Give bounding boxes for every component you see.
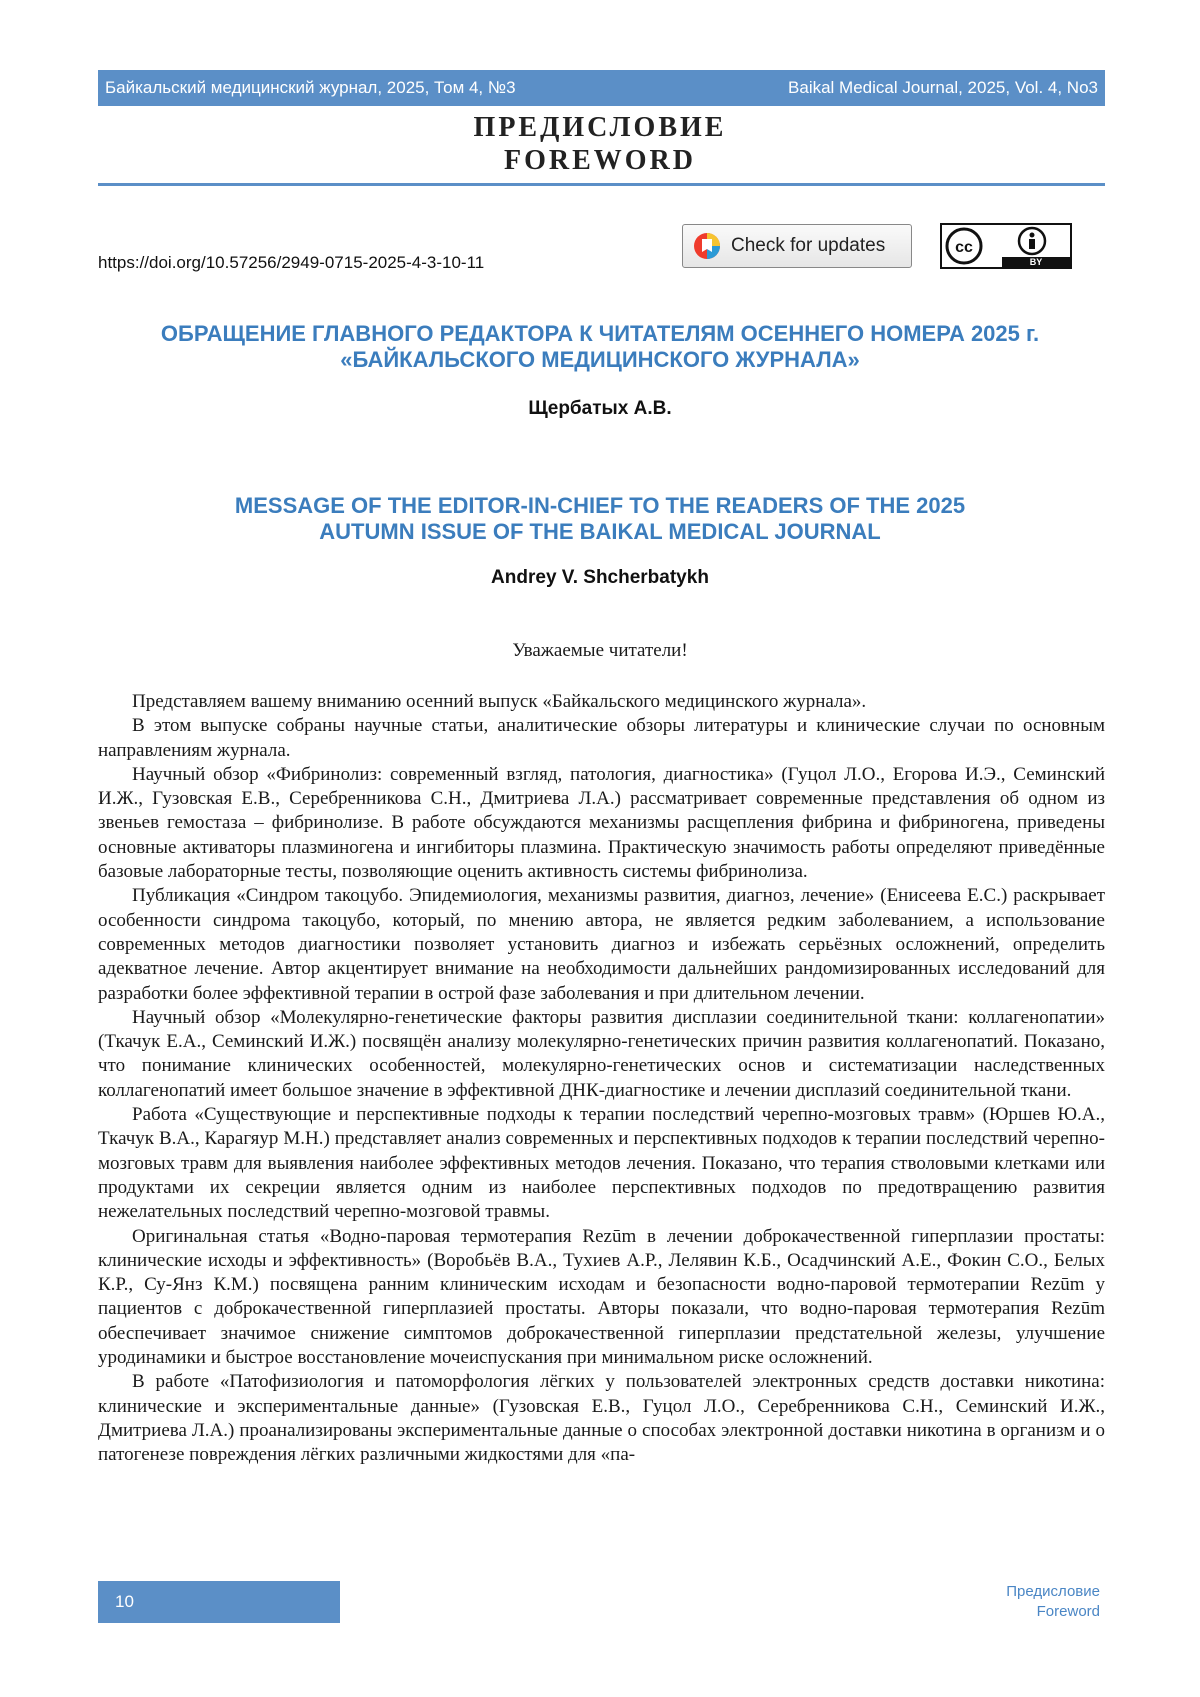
journal-header-bar bbox=[98, 70, 1105, 106]
article-title-ru-line1: ОБРАЩЕНИЕ ГЛАВНОГО РЕДАКТОРА К ЧИТАТЕЛЯМ ОСЕННЕГО НОМЕРА 2025 г. bbox=[160, 321, 1040, 346]
section-title-ru: ПРЕДИСЛОВИЕ bbox=[473, 112, 727, 143]
paragraph: Научный обзор «Молекулярно-генетические факторы развития дисплазии соединительной ткани: коллагенопатии» (Ткачук Е.А., Семинский И.Ж.) посвящён анализу молекулярно-генетических причин развития коллагенопатий. Показано, что понимание клинических особенностей, молекулярно-генетических основ и систематизации наследственных коллагенопатий имеет большое значение в эффективной ДНК-диагностике и лечении дисплазий соединительной ткани. bbox=[98, 1006, 1105, 1101]
check-for-updates-button[interactable] bbox=[682, 224, 912, 268]
paragraph: Работа «Существующие и перспективные подходы к терапии последствий черепно-мозговых травм» (Юршев Ю.А., Ткачук В.А., Карагяур М.Н.) представляет анализ современных и перспективных подходов к терапии последствий черепно-мозговых травм для выявления наиболее эффективных методов лечения. Показано, что терапия стволовыми клетками или продуктами их секреции является одним из наиболее перспективных подходов по предотвращению развития нежелательных последствий черепно-мозговой травмы. bbox=[98, 1104, 1105, 1223]
section-title-en: FOREWORD bbox=[504, 145, 696, 176]
article-title-ru bbox=[0, 321, 1200, 373]
section-divider bbox=[98, 183, 1105, 186]
paragraph: В этом выпуске собраны научные статьи, аналитические обзоры литературы и клинические случаи по основным направлениям журнала. bbox=[98, 715, 1105, 761]
paragraph: В работе «Патофизиология и патоморфология лёгких у пользователей электронных средств доставки никотина: клинические и экспериментальные данные» (Гузовская Е.В., Гуцол Л.О., Серебренникова С.Н., Семинский И.Ж., Дмитриева Л.А.) проанализированы экспериментальные данные о способах электронной доставки никотина в организм и о патогенезе повреждения лёгких различными жидкостями для «па- bbox=[98, 1371, 1105, 1466]
paragraph: Представляем вашему вниманию осенний выпуск «Байкальского медицинского журнала». bbox=[132, 691, 867, 712]
check-for-updates-label: Check for updates bbox=[731, 235, 886, 256]
author-ru: Щербатых А.В. bbox=[528, 398, 672, 419]
journal-header-en: Baikal Medical Journal, 2025, Vol. 4, No3 bbox=[788, 78, 1098, 97]
paragraph: Оригинальная статья «Водно-паровая термотерапия Rezūm в лечении доброкачественной гиперплазии простаты: клинические исходы и эффективность» (Воробьёв В.А., Тухиев А.Р., Лелявин К.Б., Осадчинский А.Е., Фокин С.О., Белых К.Р., Су-Янз К.М.) посвящена ранним клиническим исходам и безопасности водно-паровой термотерапии Rezūm у пациентов с доброкачественной гиперплазией простаты. Авторы показали, что водно-паровая термотерапия Rezūm обеспечивает значимое снижение симптомов доброкачественной гиперплазии предстательной железы, улучшение уродинамики и быстрое восстановление мочеиспускания при минимальном риске осложнений. bbox=[98, 1225, 1105, 1369]
doi-link[interactable]: https://doi.org/10.57256/2949-0715-2025-4-3-10-11 bbox=[98, 253, 485, 272]
paragraph: Публикация «Синдром такоцубо. Эпидемиология, механизмы развития, диагноз, лечение» (Енисеева Е.С.) раскрывает особенности синдрома такоцубо, который, по мнению автора, не является редким заболеванием, а использование современных методов диагностики позволяет установить диагноз и избежать серьёзных осложнений, определить адекватное лечение. Автор акцентирует внимание на необходимости дальнейших рандомизированных исследований для разработки более эффективной терапии в острой фазе заболевания и при длительном лечении. bbox=[98, 885, 1105, 1004]
footer-section-ru: Предисловие bbox=[1006, 1583, 1100, 1600]
article-title-en bbox=[0, 493, 1200, 545]
footer-section-en: Foreword bbox=[1036, 1603, 1100, 1620]
greeting: Уважаемые читатели! bbox=[512, 640, 688, 661]
cc-by-license-badge[interactable] bbox=[940, 223, 1072, 269]
crossmark-icon bbox=[693, 232, 721, 260]
article-title-ru-line2: «БАЙКАЛЬСКОГО МЕДИЦИНСКОГО ЖУРНАЛА» bbox=[340, 347, 860, 372]
cc-text: cc bbox=[955, 239, 973, 256]
article-body bbox=[98, 690, 1105, 1468]
journal-header-ru: Байкальский медицинский журнал, 2025, Том 4, №3 bbox=[105, 78, 516, 97]
footer-section-label bbox=[1006, 1582, 1100, 1622]
author-en: Andrey V. Shcherbatykh bbox=[491, 567, 709, 588]
page-number: 10 bbox=[98, 1581, 340, 1623]
paragraph: Научный обзор «Фибринолиз: современный взгляд, патология, диагностика» (Гуцол Л.О., Егорова И.Э., Семинский И.Ж., Гузовская Е.В., Серебренникова С.Н., Дмитриева Л.А.) рассматривает современные представления об одном из звеньев гемостаза – фибринолизе. В работе обсуждаются механизмы расщепления фибрина и фибриногена, приведены основные активаторы плазминогена и ингибиторы плазмина. Практическую значимость работы определяют приведённые базовые лабораторные тесты, позволяющие оценить активность системы фибринолиза. bbox=[98, 763, 1105, 883]
cc-by-label: BY bbox=[1002, 257, 1070, 267]
article-title-en-line1: MESSAGE OF THE EDITOR-IN-CHIEF TO THE READERS OF THE 2025 bbox=[234, 493, 966, 518]
article-title-en-line2: AUTUMN ISSUE OF THE BAIKAL MEDICAL JOURNAL bbox=[319, 519, 881, 544]
